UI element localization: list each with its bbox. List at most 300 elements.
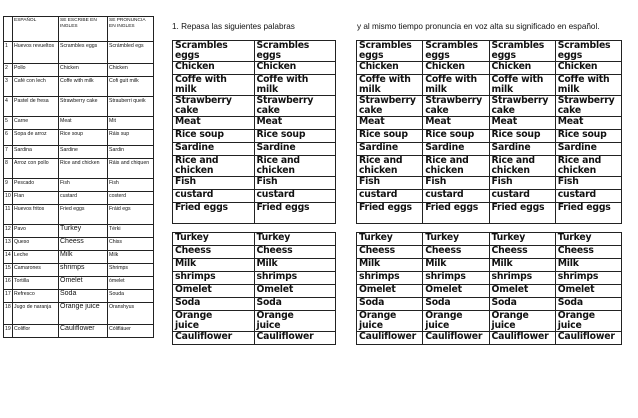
practice-word: Turkey [425, 232, 459, 243]
practice-cell [254, 203, 336, 224]
practice-word: Orange [557, 310, 595, 321]
practice-cell [357, 117, 423, 130]
practice-cell [555, 285, 621, 298]
practice-word-line2: eggs [425, 50, 450, 61]
practice-row [173, 298, 336, 311]
row-number: 1 [4, 42, 13, 64]
practice-cell [489, 259, 555, 272]
practice-cell [357, 311, 423, 332]
header-pronunciation: SE PRONUNCIA EN INGLES [108, 17, 154, 42]
practice-word-line2: milk [175, 84, 197, 95]
vocabulary-row [4, 42, 154, 64]
practice-word: shrimps [491, 271, 532, 282]
practice-row [173, 62, 336, 75]
practice-cell [423, 41, 489, 62]
practice-cell [423, 130, 489, 143]
vocabulary-row [4, 117, 154, 130]
spanish-word: Coliflor [13, 325, 59, 338]
practice-row [173, 203, 336, 224]
practice-cell [489, 62, 555, 75]
practice-cell [254, 272, 336, 285]
practice-cell [357, 224, 423, 233]
practice-cell [555, 272, 621, 285]
practice-word: Orange [256, 310, 294, 321]
practice-cell [423, 117, 489, 130]
practice-cell [489, 203, 555, 224]
practice-word: Milk [359, 258, 381, 269]
practice-word: Omelet [359, 284, 396, 295]
practice-word: Turkey [256, 232, 291, 243]
practice-row [357, 190, 622, 203]
practice-word-line2: cake [557, 105, 581, 116]
practice-cell [173, 177, 255, 190]
practice-row [173, 233, 336, 246]
practice-cell [173, 311, 255, 332]
practice-word: Turkey [175, 232, 209, 243]
practice-word: Sardine [256, 142, 296, 153]
practice-word: Coffe with [491, 74, 544, 85]
practice-cell [423, 311, 489, 332]
practice-row [357, 41, 622, 62]
practice-gap-row [357, 224, 622, 233]
practice-word: Fried eggs [557, 202, 611, 213]
vocabulary-table [3, 16, 154, 338]
practice-cell [423, 224, 489, 233]
practice-word: Cauliflower [359, 331, 416, 342]
pronunciation: Strauberri queik [108, 97, 154, 117]
practice-cell [254, 224, 336, 233]
practice-cell [254, 117, 336, 130]
practice-grid-right [356, 40, 622, 345]
practice-word: shrimps [359, 271, 400, 282]
spanish-word: Huevos fritos [13, 205, 59, 225]
pronunciation: Souda [108, 290, 154, 303]
row-number: 17 [4, 290, 13, 303]
row-number: 8 [4, 159, 13, 179]
practice-cell [173, 246, 255, 259]
practice-word: Milk [425, 258, 447, 269]
practice-row [173, 75, 336, 96]
practice-cell [489, 285, 555, 298]
practice-word: Milk [557, 258, 579, 269]
practice-row [357, 130, 622, 143]
spanish-word: Refresco [13, 290, 59, 303]
practice-cell [173, 41, 255, 62]
practice-word: Turkey [491, 232, 526, 243]
english-word: Sardine [59, 146, 108, 159]
practice-word-line2: milk [491, 84, 513, 95]
practice-cell [555, 224, 621, 233]
practice-cell [254, 75, 336, 96]
practice-cell [555, 246, 621, 259]
practice-cell [489, 156, 555, 177]
practice-word: Omelet [491, 284, 529, 295]
practice-word: Sardine [557, 142, 597, 153]
vocabulary-row [4, 325, 154, 338]
row-number: 12 [4, 225, 13, 238]
practice-cell [357, 246, 423, 259]
practice-gap-row [173, 224, 336, 233]
practice-word: Coffe with [557, 74, 610, 85]
english-word: Chicken [59, 64, 108, 77]
instruction-left: 1. Repasa las siguientes palabras [172, 22, 295, 31]
practice-cell [555, 203, 621, 224]
english-word: Turkey [59, 225, 108, 238]
spanish-word: Café con lech [13, 77, 59, 97]
pronunciation: Cofi guit milk [108, 77, 154, 97]
practice-word: Cauliflower [557, 331, 615, 342]
practice-word: Chicken [557, 61, 598, 72]
practice-cell [357, 332, 423, 345]
pronunciation: Shrimps [108, 264, 154, 277]
practice-word: Coffe with [359, 74, 411, 85]
spanish-word: Tortilla [13, 277, 59, 290]
practice-cell [357, 62, 423, 75]
vocabulary-row [4, 238, 154, 251]
practice-row [173, 177, 336, 190]
practice-cell [489, 143, 555, 156]
row-number: 5 [4, 117, 13, 130]
practice-word: Rice soup [256, 129, 306, 140]
practice-word: Rice soup [425, 129, 475, 140]
practice-cell [173, 285, 255, 298]
practice-word: Soda [359, 297, 385, 308]
practice-cell [357, 233, 423, 246]
practice-word-line2: eggs [491, 50, 516, 61]
practice-word-line2: milk [256, 84, 278, 95]
practice-word: Soda [256, 297, 282, 308]
practice-cell [357, 203, 423, 224]
practice-grid-left [172, 40, 336, 345]
practice-row [173, 311, 336, 332]
practice-word: Fried eggs [491, 202, 545, 213]
practice-word-line2: chicken [256, 165, 295, 176]
practice-word: custard [175, 189, 214, 200]
practice-cell [173, 75, 255, 96]
row-number: 13 [4, 238, 13, 251]
vocabulary-row [4, 64, 154, 77]
pronunciation: Sardin [108, 146, 154, 159]
practice-word-line2: juice [557, 320, 582, 331]
row-number: 7 [4, 146, 13, 159]
practice-cell [357, 41, 423, 62]
practice-cell [555, 41, 621, 62]
practice-word: Omelet [256, 284, 294, 295]
practice-cell [254, 143, 336, 156]
practice-cell [173, 272, 255, 285]
pronunciation: ómelet [108, 277, 154, 290]
practice-cell [555, 143, 621, 156]
practice-word: Meat [175, 116, 201, 127]
practice-word: Cauliflower [491, 331, 549, 342]
spanish-word: Flan [13, 192, 59, 205]
practice-cell [423, 190, 489, 203]
practice-cell [555, 190, 621, 203]
practice-word: Rice soup [359, 129, 408, 140]
practice-word: custard [557, 189, 596, 200]
vocabulary-row [4, 159, 154, 179]
practice-word: Coffe with [256, 74, 309, 85]
practice-cell [254, 246, 336, 259]
practice-cell [489, 75, 555, 96]
practice-word-line2: chicken [175, 165, 214, 176]
practice-cell [423, 298, 489, 311]
practice-row [357, 75, 622, 96]
practice-cell [173, 190, 255, 203]
practice-word: shrimps [425, 271, 466, 282]
practice-cell [489, 272, 555, 285]
row-number: 15 [4, 264, 13, 277]
pronunciation: costerd [108, 192, 154, 205]
practice-word-line2: chicken [425, 165, 464, 176]
practice-word-line2: eggs [175, 50, 200, 61]
practice-cell [423, 285, 489, 298]
practice-cell [254, 156, 336, 177]
practice-word: Meat [425, 116, 451, 127]
practice-cell [489, 311, 555, 332]
practice-cell [357, 75, 423, 96]
practice-word: custard [425, 189, 464, 200]
english-word: Fish [59, 179, 108, 192]
spanish-word: Jugo de naranja [13, 303, 59, 325]
practice-word-line2: eggs [557, 50, 583, 61]
practice-word: Strawberry [175, 95, 232, 106]
practice-cell [254, 298, 336, 311]
practice-cell [423, 233, 489, 246]
practice-cell [357, 285, 423, 298]
practice-cell [357, 156, 423, 177]
practice-word-line2: eggs [256, 50, 281, 61]
practice-word: Rice soup [175, 129, 224, 140]
practice-row [173, 96, 336, 117]
practice-cell [423, 203, 489, 224]
practice-word: Strawberry [256, 95, 314, 106]
practice-cell [423, 75, 489, 96]
practice-word: Sardine [491, 142, 531, 153]
row-number: 19 [4, 325, 13, 338]
practice-word: Rice and [256, 155, 300, 166]
english-word: Strawberry cake [59, 97, 108, 117]
practice-word: Coffe with [425, 74, 477, 85]
spanish-word: Queso [13, 238, 59, 251]
practice-cell [357, 143, 423, 156]
practice-cell [254, 62, 336, 75]
practice-cell [173, 62, 255, 75]
practice-word-line2: chicken [491, 165, 530, 176]
practice-row [173, 117, 336, 130]
practice-word-line2: juice [359, 320, 383, 331]
practice-word: custard [256, 189, 295, 200]
english-word: shrimps [59, 264, 108, 277]
practice-cell [489, 117, 555, 130]
practice-word-line2: juice [175, 320, 199, 331]
practice-word: Rice soup [557, 129, 607, 140]
practice-word: Strawberry [425, 95, 483, 106]
practice-word: Scrambles [359, 40, 412, 51]
practice-cell [254, 311, 336, 332]
practice-word: custard [491, 189, 530, 200]
practice-word: Cheess [175, 245, 211, 256]
practice-cell [173, 203, 255, 224]
row-number: 18 [4, 303, 13, 325]
english-word: Scrambles eggs [59, 42, 108, 64]
practice-word: Soda [175, 297, 201, 308]
practice-row [357, 311, 622, 332]
practice-cell [555, 311, 621, 332]
vocabulary-row [4, 77, 154, 97]
practice-word-line2: cake [256, 105, 280, 116]
vocabulary-row [4, 225, 154, 238]
practice-word-line2: juice [491, 320, 516, 331]
vocabulary-row [4, 303, 154, 325]
practice-cell [489, 233, 555, 246]
practice-word-line2: eggs [359, 50, 384, 61]
english-word: Milk [59, 251, 108, 264]
practice-cell [254, 177, 336, 190]
practice-cell [254, 96, 336, 117]
practice-cell [254, 332, 336, 345]
practice-cell [357, 298, 423, 311]
practice-word-line2: juice [425, 320, 450, 331]
practice-row [357, 62, 622, 75]
practice-row [173, 285, 336, 298]
practice-word: Fried eggs [175, 202, 228, 213]
header-spanish: ESPAÑOL [13, 17, 59, 42]
practice-word: Sardine [175, 142, 214, 153]
practice-cell [489, 177, 555, 190]
practice-word: Fried eggs [425, 202, 479, 213]
practice-cell [357, 130, 423, 143]
vocabulary-row [4, 251, 154, 264]
practice-word: Rice and [491, 155, 535, 166]
practice-word: Turkey [359, 232, 393, 243]
practice-word: Fried eggs [359, 202, 412, 213]
practice-cell [254, 233, 336, 246]
practice-row [173, 272, 336, 285]
english-word: Cheess [59, 238, 108, 251]
english-word: Soda [59, 290, 108, 303]
spanish-word: Sardina [13, 146, 59, 159]
practice-row [357, 177, 622, 190]
practice-word: shrimps [175, 271, 216, 282]
row-number: 10 [4, 192, 13, 205]
vocabulary-row [4, 205, 154, 225]
spanish-word: Sopa de arroz [13, 130, 59, 146]
practice-word: Fish [175, 176, 196, 187]
practice-word: Turkey [557, 232, 592, 243]
practice-word: Scrambles [425, 40, 478, 51]
practice-word: Scrambles [256, 40, 310, 51]
practice-word-line2: cake [175, 105, 199, 116]
practice-row [357, 332, 622, 345]
spanish-word: Pavo [13, 225, 59, 238]
practice-word: Soda [557, 297, 583, 308]
practice-word-line2: milk [359, 84, 381, 95]
practice-cell [555, 156, 621, 177]
practice-row [173, 156, 336, 177]
practice-cell [555, 75, 621, 96]
practice-cell [173, 130, 255, 143]
practice-word: Meat [359, 116, 385, 127]
instruction-right: y al mismo tiempo pronuncia en voz alta su significado en español. [357, 22, 600, 31]
practice-cell [555, 130, 621, 143]
practice-word: Rice and [425, 155, 469, 166]
practice-cell [254, 41, 336, 62]
practice-word: Omelet [425, 284, 462, 295]
practice-row [357, 298, 622, 311]
practice-row [173, 332, 336, 345]
practice-cell [423, 272, 489, 285]
practice-word-line2: chicken [359, 165, 398, 176]
pronunciation: Térki [108, 225, 154, 238]
practice-cell [423, 177, 489, 190]
row-number: 9 [4, 179, 13, 192]
pronunciation: Ráis and chiquen [108, 159, 154, 179]
row-number: 2 [4, 64, 13, 77]
practice-word: Chicken [491, 61, 532, 72]
pronunciation: Fráid egs [108, 205, 154, 225]
practice-cell [173, 332, 255, 345]
practice-word: Milk [175, 258, 197, 269]
practice-cell [173, 156, 255, 177]
practice-word: Strawberry [359, 95, 416, 106]
practice-row [357, 117, 622, 130]
practice-word: Chicken [256, 61, 297, 72]
practice-word: Sardine [359, 142, 398, 153]
practice-row [173, 130, 336, 143]
pronunciation: Chicken [108, 64, 154, 77]
practice-word: Orange [491, 310, 529, 321]
practice-cell [173, 224, 255, 233]
practice-word: Milk [256, 258, 278, 269]
practice-cell [423, 156, 489, 177]
practice-word: Omelet [557, 284, 595, 295]
practice-cell [173, 96, 255, 117]
practice-word: Fish [491, 176, 513, 187]
spanish-word: Arroz con pollo [13, 159, 59, 179]
practice-cell [489, 190, 555, 203]
practice-word: Strawberry [491, 95, 549, 106]
spanish-word: Pollo [13, 64, 59, 77]
practice-cell [357, 259, 423, 272]
practice-cell [254, 259, 336, 272]
practice-row [357, 203, 622, 224]
practice-word: custard [359, 189, 398, 200]
spanish-word: Leche [13, 251, 59, 264]
practice-row [357, 233, 622, 246]
practice-row [357, 96, 622, 117]
practice-cell [357, 190, 423, 203]
english-word: Meat [59, 117, 108, 130]
vocabulary-row [4, 179, 154, 192]
practice-word-line2: chicken [557, 165, 597, 176]
practice-cell [254, 130, 336, 143]
practice-cell [423, 96, 489, 117]
practice-word-line2: cake [425, 105, 449, 116]
english-word: Coffe with milk [59, 77, 108, 97]
practice-word: Cauliflower [425, 331, 483, 342]
practice-word: Rice and [359, 155, 403, 166]
practice-word: Chicken [359, 61, 399, 72]
practice-word: Strawberry [557, 95, 615, 106]
practice-word-line2: cake [359, 105, 383, 116]
practice-cell [357, 272, 423, 285]
practice-word: Fish [425, 176, 447, 187]
practice-row [357, 285, 622, 298]
practice-row [357, 272, 622, 285]
practice-cell [357, 177, 423, 190]
pronunciation: Cólifláuer [108, 325, 154, 338]
